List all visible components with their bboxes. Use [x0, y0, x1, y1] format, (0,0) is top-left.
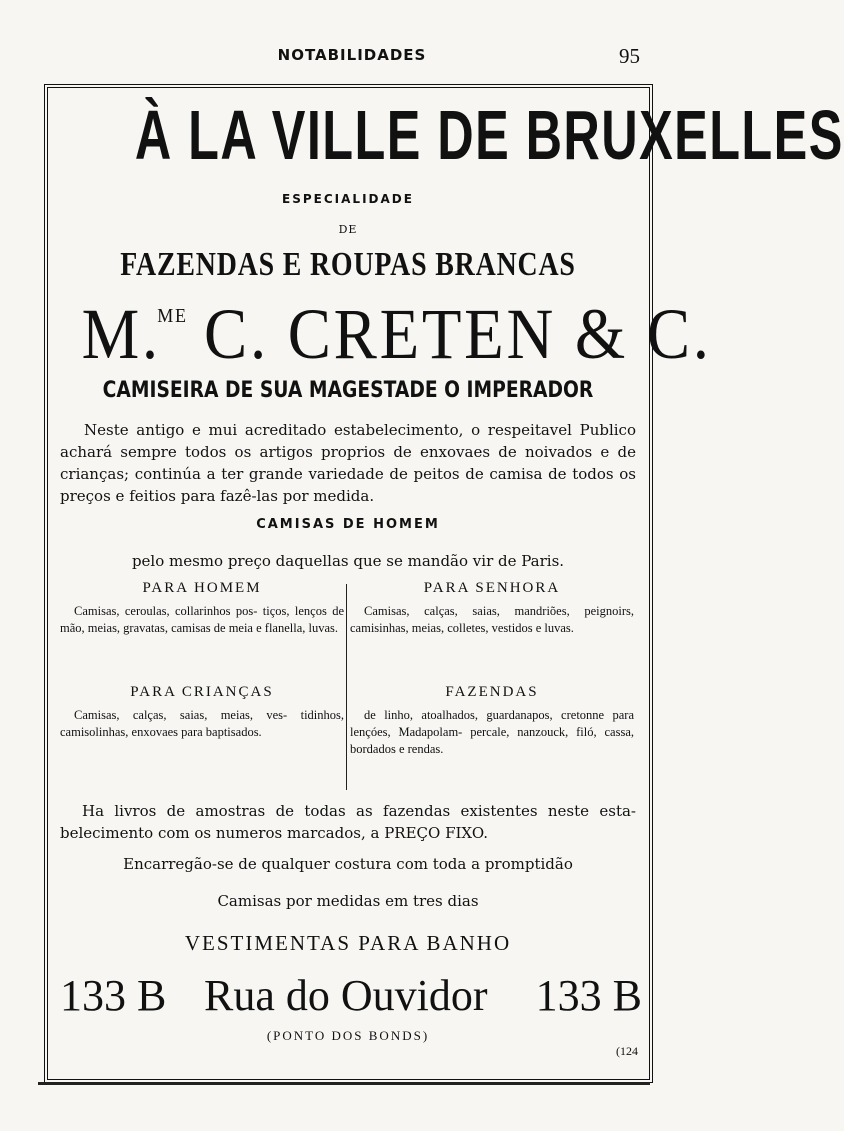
address-line: [54, 970, 644, 1022]
company-prefix: M.: [81, 294, 161, 374]
bath-line: VESTIMENTAS PARA BANHO: [184, 931, 512, 955]
de-label: DE: [338, 223, 358, 236]
address-street: Rua do Ouvidor: [204, 971, 488, 1020]
men-section: [60, 580, 344, 637]
bottom-rule: [38, 1082, 650, 1085]
intro-paragraph: Neste antigo e mui acreditado estabelecimento, o respeitavel Publico achará sempre todos os artigos proprios de enxovaes de noivados e de crianças; continúa a ter grande variedade de peitos de camisa de todos os preços e feitios para fazê-las por medida.: [60, 421, 636, 505]
shirts-heading: CAMISAS DE HOMEM: [256, 517, 440, 532]
reference-mark: (124: [616, 1044, 638, 1058]
shirts-note: pelo mesmo preço daquellas que se mandão vir de Paris.: [131, 552, 565, 570]
product-columns: [60, 580, 636, 794]
women-section: [350, 580, 634, 637]
company-name-text: C. CRETEN & C.: [204, 294, 712, 374]
fabrics-section: [350, 684, 634, 758]
landmark-line: (PONTO DOS BONDS): [266, 1028, 430, 1043]
page-number: 95: [619, 44, 640, 68]
children-section: [60, 684, 344, 741]
address-number-left: 133 B: [60, 971, 167, 1020]
sewing-line: Encarregão-se de qualquer costura com toda a promptidão: [123, 855, 573, 873]
ad-subtitle: FAZENDAS E ROUPAS BRANCAS: [120, 246, 576, 283]
fabrics-text: de linho, atoalhados, guardanapos, cretonne para lençóes, Madapolam- percale, nanzouck, filó, cassa, bordados e rendas.: [350, 708, 634, 756]
company-prefix-superscript: ME: [157, 305, 188, 327]
shirts-days-line: Camisas por medidas em tres dias: [217, 892, 479, 910]
company-name: [81, 293, 712, 374]
ad-title: À LA VILLE DE BRUXELLES: [134, 96, 844, 174]
men-text: Camisas, ceroulas, collarinhos pos- tiços, lenços de mão, meias, gravatas, camisas de meia e flanella, luvas.: [60, 604, 344, 635]
children-text: Camisas, calças, saias, meias, ves- tidinhos, camisolinhas, enxovaes para baptisados.: [60, 708, 344, 739]
column-divider: [346, 584, 347, 790]
children-heading: PARA CRIANÇAS: [130, 684, 274, 700]
purveyor-line: CAMISEIRA DE SUA MAGESTADE O IMPERADOR: [102, 378, 594, 403]
specialty-label: ESPECIALIDADE: [282, 192, 414, 206]
women-heading: PARA SENHORA: [423, 580, 561, 596]
samples-paragraph: Ha livros de amostras de todas as fazendas existentes neste esta- belecimento com os numeros marcados, a PREÇO FIXO.: [60, 802, 636, 842]
fabrics-heading: FAZENDAS: [445, 684, 539, 700]
address-number-right: 133 B: [535, 971, 642, 1020]
men-heading: PARA HOMEM: [142, 580, 262, 596]
women-text: Camisas, calças, saias, mandriões, peignoirs, camisinhas, meias, colletes, vestidos e luvas.: [350, 604, 634, 635]
running-head-title: NOTABILIDADES: [277, 46, 427, 64]
